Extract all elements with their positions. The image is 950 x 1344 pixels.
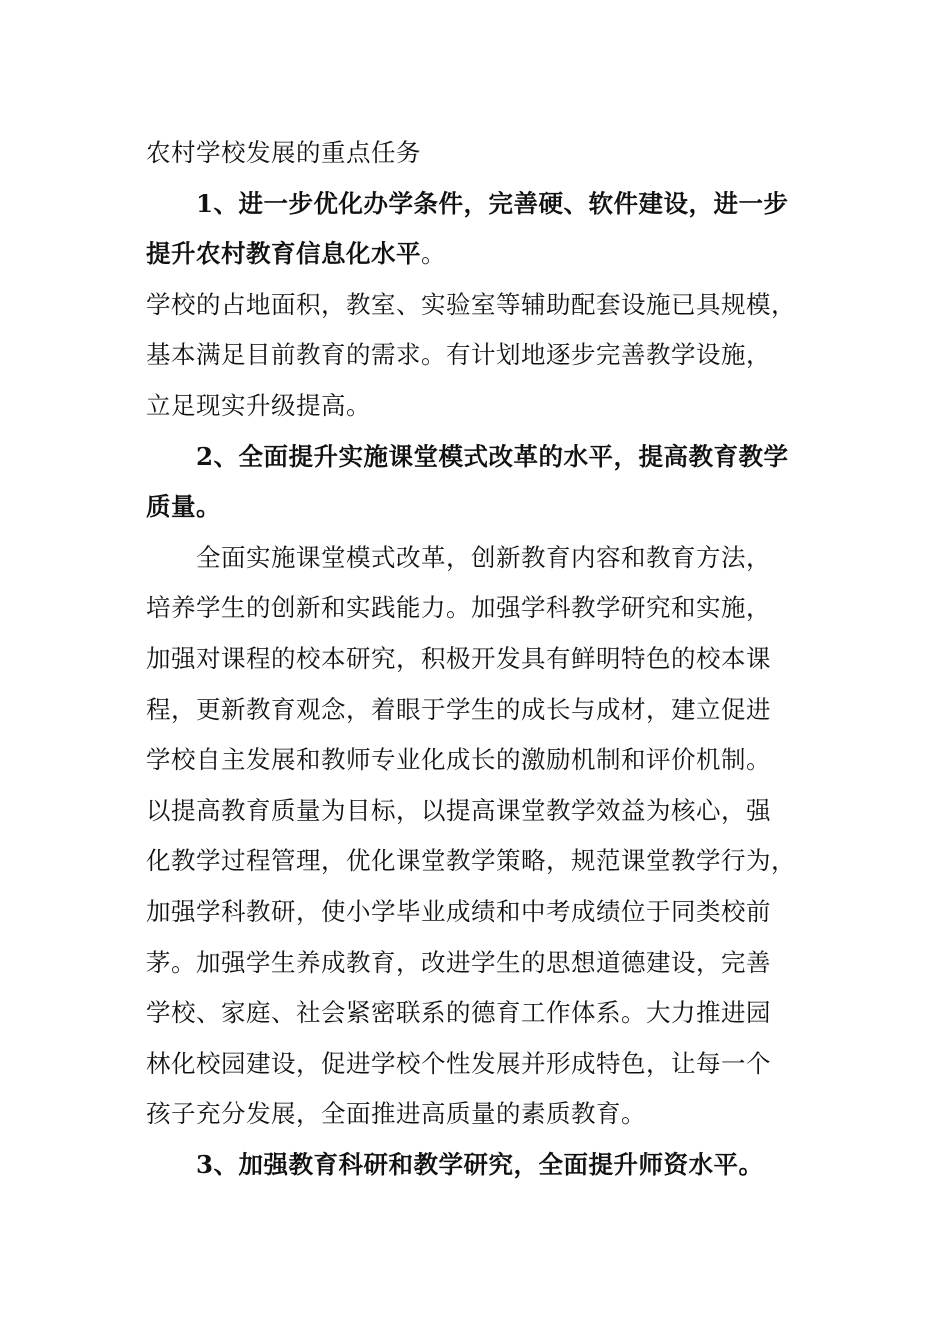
section-2-body-line-8: 加强学科教研，使小学毕业成绩和中考成绩位于同类校前 (146, 896, 771, 926)
section-1-body-line-2: 基本满足目前教育的需求。有计划地逐步完善教学设施， (146, 340, 771, 370)
section-2-body-line-7: 化教学过程管理，优化课堂教学策略，规范课堂教学行为， (146, 846, 796, 876)
section-2-body-line-6: 以提高教育质量为目标，以提高课堂教学效益为核心，强 (146, 795, 771, 825)
section-2-heading-line-2: 质量。 (146, 492, 221, 522)
section-2-body-line-4: 程，更新教育观念，着眼于学生的成长与成材，建立促进 (146, 694, 771, 724)
document-page (146, 128, 806, 1190)
section-2-body-line-12: 孩子充分发展，全面推进高质量的素质教育。 (146, 1099, 646, 1129)
section-2-body-line-9: 茅。加强学生养成教育，改进学生的思想道德建设，完善 (146, 947, 771, 977)
section-2-body-line-1: 全面实施课堂模式改革，创新教育内容和教育方法， (196, 542, 771, 572)
section-1-body-line-3: 立足现实升级提高。 (146, 390, 371, 420)
section-1-heading-line-2 (146, 229, 806, 280)
section-2-body-line-11: 林化校园建设，促进学校个性发展并形成特色，让每一个 (146, 1048, 771, 1078)
section-1-heading-line-2-text: 提升农村教育信息化水平 (146, 239, 421, 269)
section-2-body-line-3: 加强对课程的校本研究，积极开发具有鲜明特色的校本课 (146, 643, 771, 673)
section-2-body-line-2: 培养学生的创新和实践能力。加强学科教学研究和实施， (146, 593, 771, 623)
section-1-body-line-1: 学校的占地面积，教室、实验室等辅助配套设施已具规模， (146, 289, 796, 319)
section-3-heading-line-1: 3、加强教育科研和教学研究，全面提升师资水平。 (196, 1149, 764, 1179)
section-2-body-line-5: 学校自主发展和教师专业化成长的激励机制和评价机制。 (146, 745, 771, 775)
section-1-heading-tail: 。 (421, 239, 446, 269)
section-2-heading-line-1: 2、全面提升实施课堂模式改革的水平，提高教育教学 (196, 441, 789, 471)
section-1-heading-line-1: 1、进一步优化办学条件，完善硬、软件建设，进一步 (196, 188, 789, 218)
document-title: 农村学校发展的重点任务 (146, 138, 421, 167)
section-2-body-line-10: 学校、家庭、社会紧密联系的德育工作体系。大力推进园 (146, 998, 771, 1028)
